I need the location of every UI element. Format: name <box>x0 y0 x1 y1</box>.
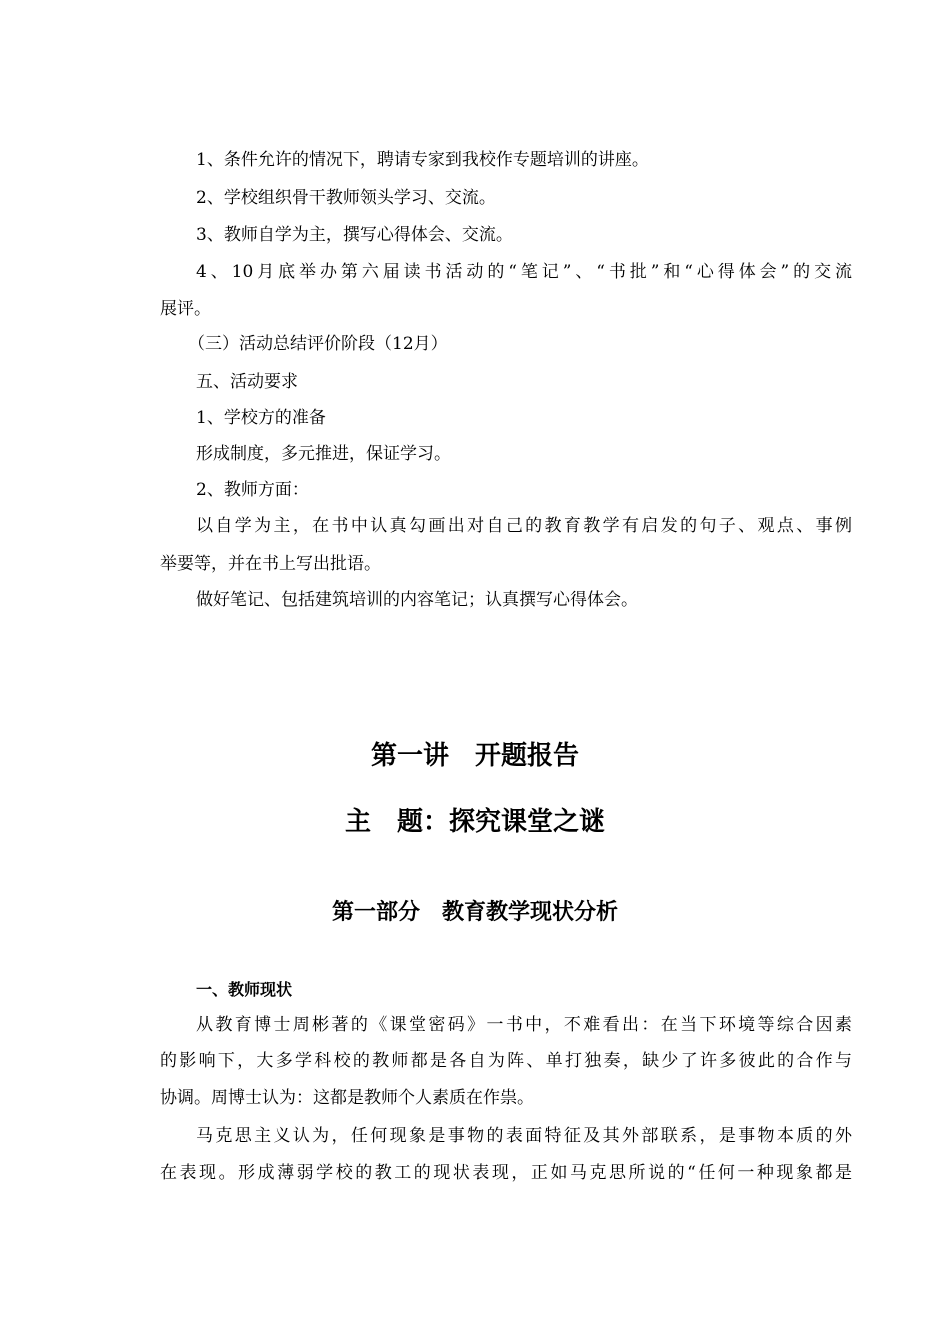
list-item-2: 2、学校组织骨干教师领头学习、交流。 <box>196 188 496 208</box>
teacher-aspect-title: 2、教师方面： <box>196 480 309 500</box>
notes-text: 做好笔记、包括建筑培训的内容笔记；认真撰写心得体会。 <box>196 590 638 610</box>
teacher-status-heading: 一、教师现状 <box>196 980 293 999</box>
section-5-title: 五、活动要求 <box>196 372 298 392</box>
teacher-status-para1-line-2: 的影响下，大多学科校的教师都是各自为阵、单打独奏，缺少了许多彼此的合作与 <box>160 1051 852 1071</box>
teacher-status-para1-line-3: 协调。周博士认为：这都是教师个人素质在作祟。 <box>160 1088 534 1108</box>
school-preparation-title: 1、学校方的准备 <box>196 408 326 428</box>
lecture-title: 第一讲 开题报告 <box>370 741 579 771</box>
stage-3-heading: （三）活动总结评价阶段（12月） <box>188 334 448 354</box>
theme-title: 主 题：探究课堂之谜 <box>344 807 605 837</box>
teacher-status-para2-line-2: 在表现。形成薄弱学校的教工的现状表现，正如马克思所说的“任何一种现象都是 <box>160 1163 852 1183</box>
list-item-4-line-1: 4、10月底举办第六届读书活动的“笔记”、“书批”和“心得体会”的交流 <box>196 262 852 282</box>
teacher-status-para1-line-1: 从教育博士周彬著的《课堂密码》一书中，不难看出：在当下环境等综合因素 <box>196 1015 852 1035</box>
teacher-aspect-text-line-2: 举要等，并在书上写出批语。 <box>160 554 381 574</box>
list-item-4-line-2: 展评。 <box>160 299 211 319</box>
part-title: 第一部分 教育教学现状分析 <box>331 900 618 925</box>
teacher-aspect-text-line-1: 以自学为主，在书中认真勾画出对自己的教育教学有启发的句子、观点、事例 <box>196 516 852 536</box>
list-item-1: 1、条件允许的情况下，聘请专家到我校作专题培训的讲座。 <box>196 150 649 170</box>
teacher-status-para2-line-1: 马克思主义认为，任何现象是事物的表面特征及其外部联系，是事物本质的外 <box>196 1126 852 1146</box>
school-preparation-text: 形成制度，多元推进，保证学习。 <box>196 444 451 464</box>
list-item-3: 3、教师自学为主，撰写心得体会、交流。 <box>196 225 513 245</box>
